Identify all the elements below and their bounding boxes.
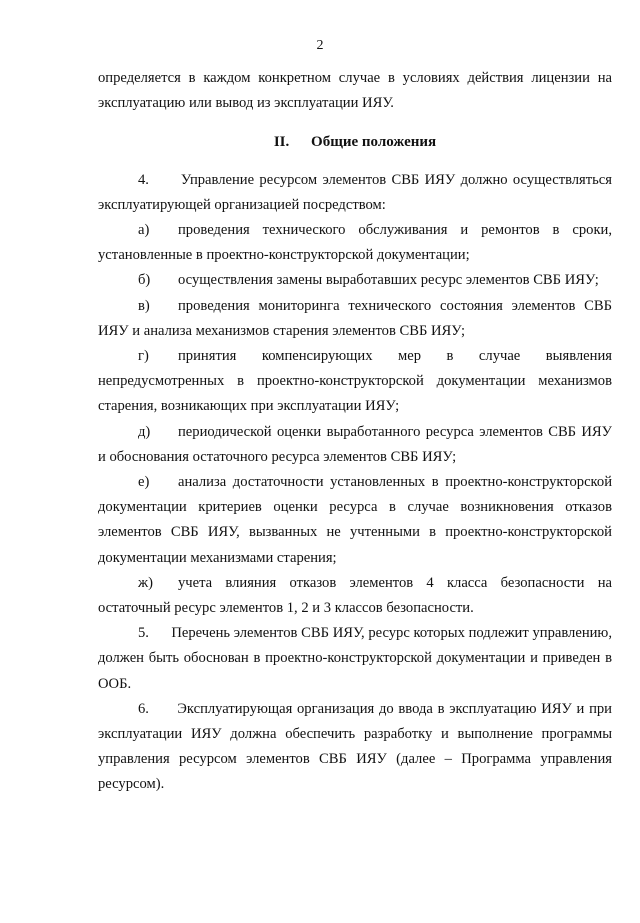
item-text: анализа достаточности установленных в проектно-конструкторской документации критериев оценки ресурса в случае возникновения отказов элементов СВБ ИЯУ, вызванных не учтенными в проектно-конструкторской документации механизмами старения; <box>98 474 612 566</box>
page-number: 2 <box>316 38 324 53</box>
item-list <box>98 218 612 621</box>
item-label: е) <box>138 474 150 491</box>
list-item <box>98 268 612 293</box>
item-label: г) <box>138 348 149 365</box>
item-text: принятия компенсирующих мер в случае выявления непредусмотренных в проектно-конструкторской документации механизмов старения, возникающих при эксплуатации ИЯУ; <box>98 348 612 415</box>
item-label: д) <box>138 423 151 440</box>
section-heading <box>98 130 612 155</box>
list-item <box>98 344 612 420</box>
item-text: учета влияния отказов элементов 4 класса безопасности на остаточный ресурс элементов 1, 2 и 3 классов безопасности. <box>98 574 612 617</box>
paragraph-5: 5. Перечень элементов СВБ ИЯУ, ресурс которых подлежит управлению, должен быть обоснован в проектно-конструкторской документации и приведен в ООБ. <box>98 625 612 692</box>
list-item <box>98 420 612 470</box>
item-text: периодической оценки выработанного ресурса элементов СВБ ИЯУ и обоснования остаточного ресурса элементов СВБ ИЯУ; <box>98 423 612 465</box>
list-item <box>98 571 612 621</box>
item-text: проведения мониторинга технического состояния элементов СВБ ИЯУ и анализа механизмов старения элементов СВБ ИЯУ; <box>98 297 612 339</box>
list-item <box>98 218 612 268</box>
item-label: в) <box>138 297 150 314</box>
item-text: проведения технического обслуживания и ремонтов в сроки, установленные в проектно-конструкторской документации; <box>98 222 612 264</box>
paragraph-6: 6. Эксплуатирующая организация до ввода в эксплуатацию ИЯУ и при эксплуатации ИЯУ должна обеспечить разработку и выполнение программы управления ресурсом элементов СВБ ИЯУ (далее – Программа управления ресурсом). <box>98 700 612 793</box>
document-body <box>98 66 612 798</box>
item-label: б) <box>138 272 151 289</box>
item-label: ж) <box>138 574 153 591</box>
paragraph-4: 4. Управление ресурсом элементов СВБ ИЯУ должно осуществляться эксплуатирующей организацией посредством: <box>98 171 612 213</box>
list-item <box>98 470 612 571</box>
item-label: а) <box>138 222 150 239</box>
intro-paragraph: определяется в каждом конкретном случае в условиях действия лицензии на эксплуатацию или вывод из эксплуатации ИЯУ. <box>98 70 612 112</box>
item-text: осуществления замены выработавших ресурс элементов СВБ ИЯУ; <box>178 272 599 289</box>
list-item <box>98 294 612 344</box>
section-number: II. <box>273 134 290 151</box>
section-title: Общие положения <box>311 134 437 151</box>
